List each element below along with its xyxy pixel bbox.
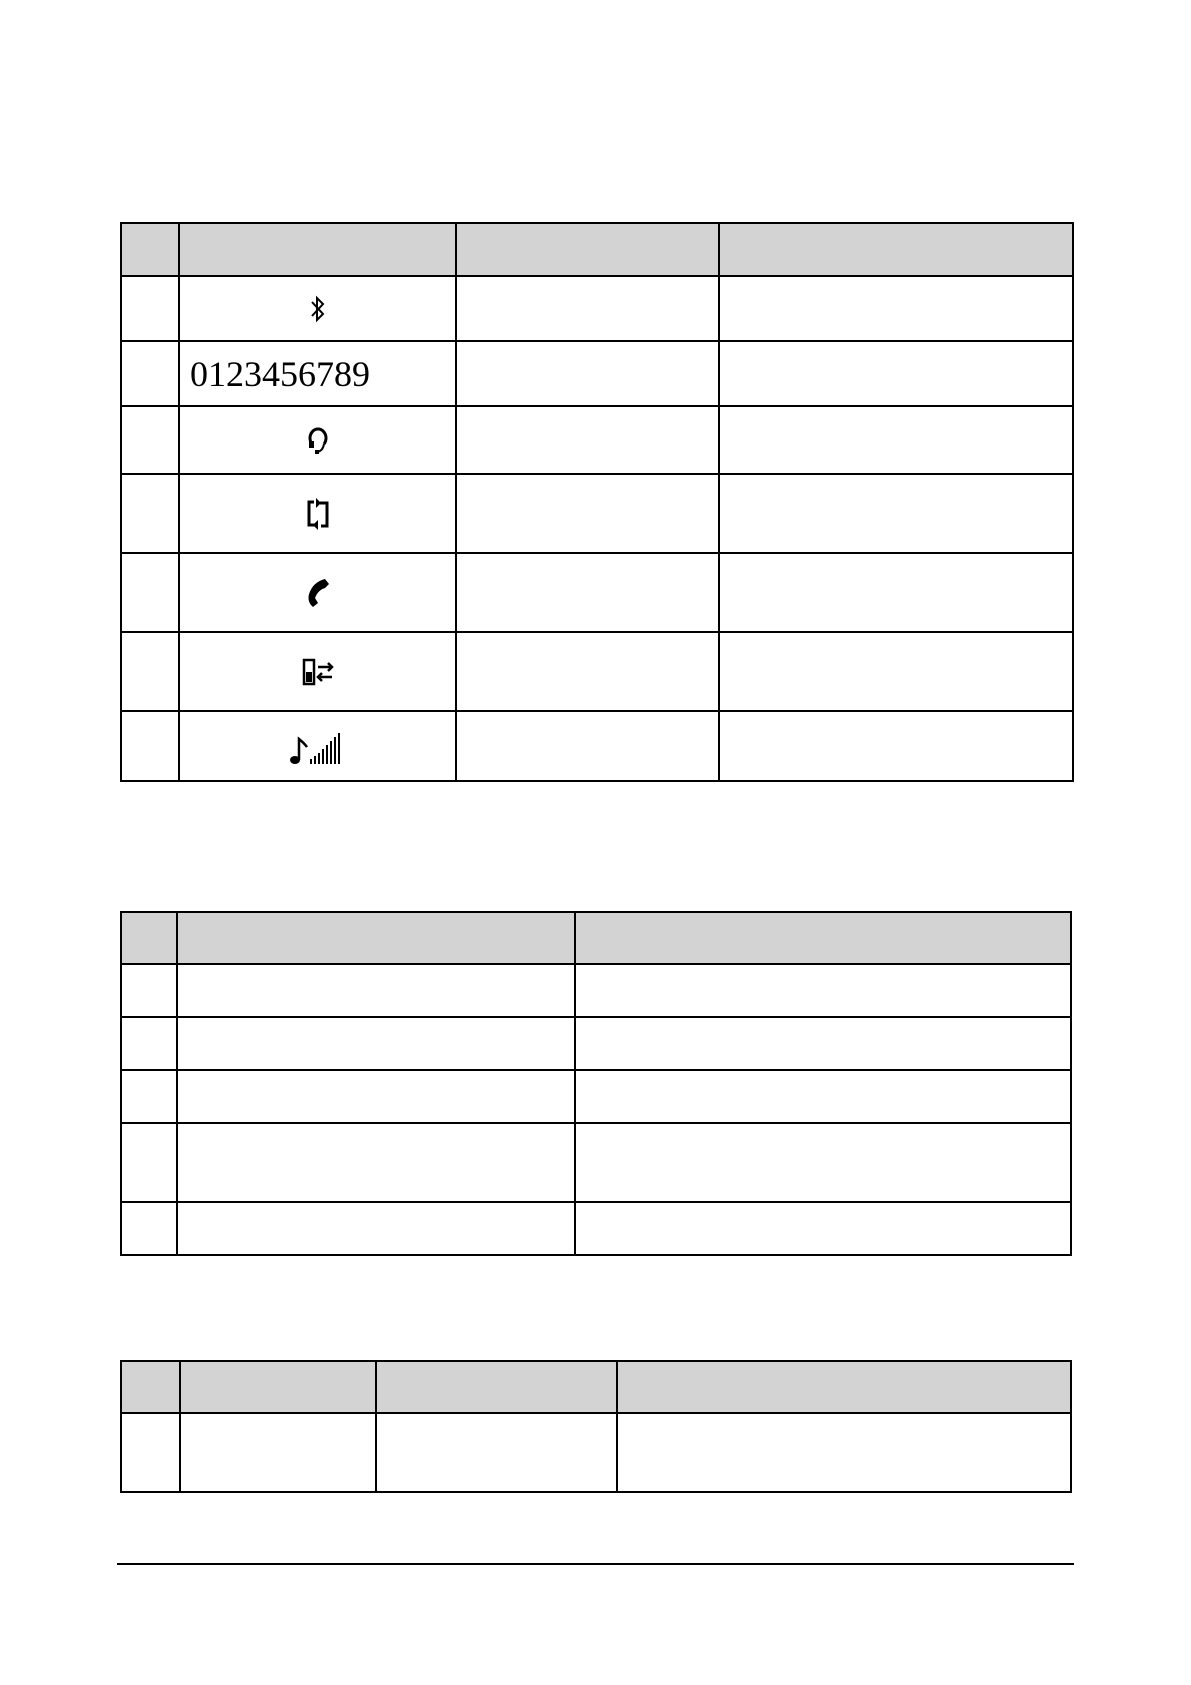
headset-icon bbox=[305, 424, 331, 456]
table-row bbox=[121, 964, 1071, 1017]
table-row bbox=[121, 1070, 1071, 1123]
table-two bbox=[120, 911, 1072, 1256]
sync-arrows-icon bbox=[304, 497, 332, 531]
table-header-row bbox=[121, 223, 1073, 276]
table-header-row bbox=[121, 1361, 1071, 1413]
header-cell bbox=[719, 223, 1073, 276]
footer-rule bbox=[117, 1563, 1074, 1565]
header-cell bbox=[456, 223, 719, 276]
table-row bbox=[121, 1413, 1071, 1492]
battery-transfer-icon bbox=[301, 655, 335, 689]
header-cell bbox=[121, 223, 179, 276]
table-row bbox=[121, 711, 1073, 781]
header-cell bbox=[179, 223, 456, 276]
table-row bbox=[121, 632, 1073, 711]
table-row bbox=[121, 474, 1073, 553]
icon-table bbox=[120, 222, 1074, 782]
table-header-row bbox=[121, 912, 1071, 964]
table-three bbox=[120, 1360, 1072, 1493]
table-row bbox=[121, 406, 1073, 474]
table-row bbox=[121, 1202, 1071, 1255]
music-volume-bars-icon bbox=[288, 725, 348, 767]
digits-sample: 0123456789 bbox=[190, 353, 370, 394]
table-row bbox=[121, 553, 1073, 632]
table-row bbox=[121, 1017, 1071, 1070]
table-row bbox=[121, 276, 1073, 341]
phone-handset-icon bbox=[305, 576, 331, 610]
table-row bbox=[121, 1123, 1071, 1202]
table-row bbox=[121, 341, 1073, 406]
bluetooth-icon bbox=[308, 294, 328, 324]
